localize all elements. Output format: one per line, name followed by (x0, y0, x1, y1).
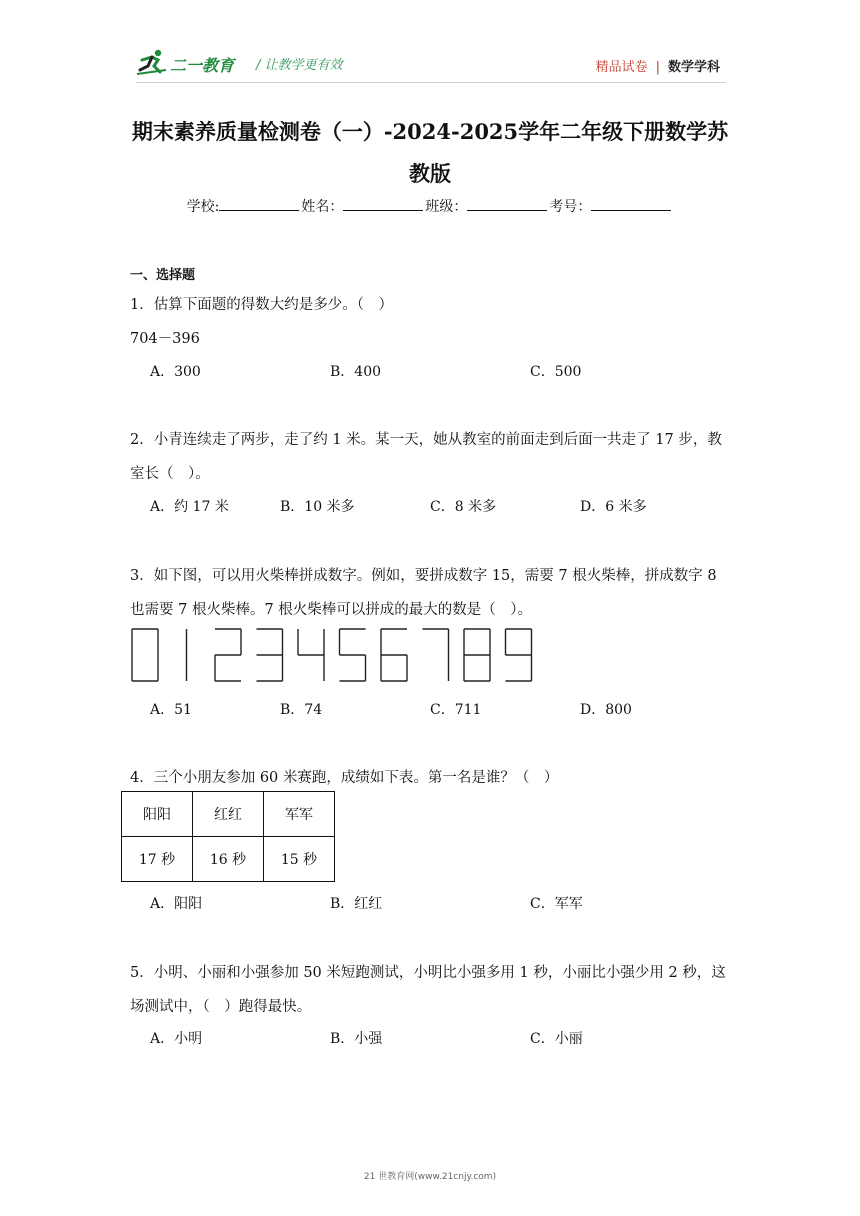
matchstick-digit-5 (340, 629, 366, 681)
q4-option-a: A．阳阳 (150, 896, 203, 912)
q2-option-d: D．6 米多 (580, 499, 647, 515)
q3-option-c: C．711 (430, 702, 482, 718)
q3-option-d: D．800 (580, 702, 632, 718)
class-label: 班级： (425, 199, 468, 215)
q3-option-b: B．74 (280, 702, 323, 718)
question-5-stem: 5．小明、小丽和小强参加 50 米短跑测试，小明比小强多用 1 秒，小丽比小强少用 2 秒，这 (130, 965, 726, 981)
header-tags (596, 56, 720, 75)
q2-option-b: B．10 米多 (280, 499, 355, 515)
matchstick-digits-figure (130, 626, 550, 686)
q5-option-b: B．小强 (330, 1031, 383, 1047)
page-title: 期末素养质量检测卷（一）-2024-2025学年二年级下册数学苏 (131, 119, 729, 144)
question-1-stem: 1．估算下面题的得数大约是多少。（ ） (130, 297, 393, 313)
number-blank (591, 196, 671, 211)
q3-option-a: A．51 (150, 702, 192, 718)
matchstick-digit-7 (423, 629, 449, 681)
q1-option-b: B．400 (330, 364, 382, 380)
question-3-stem: 3．如下图，可以用火柴棒拼成数字。例如，要拼成数字 15，需要 7 根火柴棒，拼成数字 8 (130, 568, 717, 584)
q4-option-b: B．红红 (330, 896, 383, 912)
q4-option-c: C．军军 (530, 896, 583, 912)
table-cell: 阳阳 (122, 792, 193, 837)
matchstick-digit-3 (257, 629, 283, 681)
name-blank (343, 196, 423, 211)
tag-quality: 精品试卷 (595, 60, 648, 75)
table-row (122, 837, 335, 882)
class-blank (467, 196, 547, 211)
matchstick-digit-4 (298, 629, 324, 681)
q2-option-c: C．8 米多 (430, 499, 497, 515)
question-2-stem: 2．小青连续走了两步，走了约 1 米。某一天，她从教室的前面走到后面一共走了 17 步，教 (130, 432, 722, 448)
question-4-stem: 4．三个小朋友参加 60 米赛跑，成绩如下表。第一名是谁？（ ） (130, 770, 559, 786)
table-cell: 红红 (193, 792, 264, 837)
question-3-stem-cont: 也需要 7 根火柴棒。7 根火柴棒可以拼成的最大的数是（ ）。 (130, 602, 533, 618)
tag-subject: 数学学科 (667, 60, 720, 75)
page-title-cont: 教版 (409, 161, 451, 186)
section-heading: 一、选择题 (130, 268, 196, 283)
question-5-stem-cont: 场测试中，（ ）跑得最快。 (130, 999, 312, 1015)
matchstick-digit-9 (506, 629, 532, 681)
matchstick-digit-8 (464, 629, 490, 681)
q2-option-a: A．约 17 米 (150, 499, 229, 515)
number-label: 考号： (549, 199, 592, 215)
tag-separator: | (655, 60, 660, 75)
brand-name: 二一教育 (170, 56, 235, 75)
matchstick-digit-0 (132, 629, 158, 681)
school-blank (219, 196, 299, 211)
table-cell: 16 秒 (193, 837, 264, 882)
table-cell: 15 秒 (264, 837, 335, 882)
student-info-line (130, 196, 730, 216)
runner-logo-icon (136, 48, 168, 76)
q1-option-c: C．500 (530, 364, 582, 380)
page-footer: 21 世教育网(www.21cnjy.com) (363, 1172, 497, 1182)
page-header (0, 0, 860, 90)
question-1-expression: 704－396 (130, 331, 200, 347)
table-cell: 军军 (264, 792, 335, 837)
question-2-stem-cont: 室长（ ）。 (130, 466, 210, 482)
name-label: 姓名： (301, 199, 344, 215)
matchstick-digit-2 (215, 629, 241, 681)
table-cell: 17 秒 (122, 837, 193, 882)
table-row (122, 792, 335, 837)
q5-option-a: A．小明 (150, 1031, 203, 1047)
q5-option-c: C．小丽 (530, 1031, 583, 1047)
brand-slogan: / 让教学更有效 (256, 58, 343, 73)
q1-option-a: A．300 (150, 364, 201, 380)
race-results-table (121, 791, 335, 882)
header-divider (136, 82, 726, 83)
matchstick-digit-6 (381, 629, 407, 681)
school-label: 学校: (186, 199, 220, 215)
